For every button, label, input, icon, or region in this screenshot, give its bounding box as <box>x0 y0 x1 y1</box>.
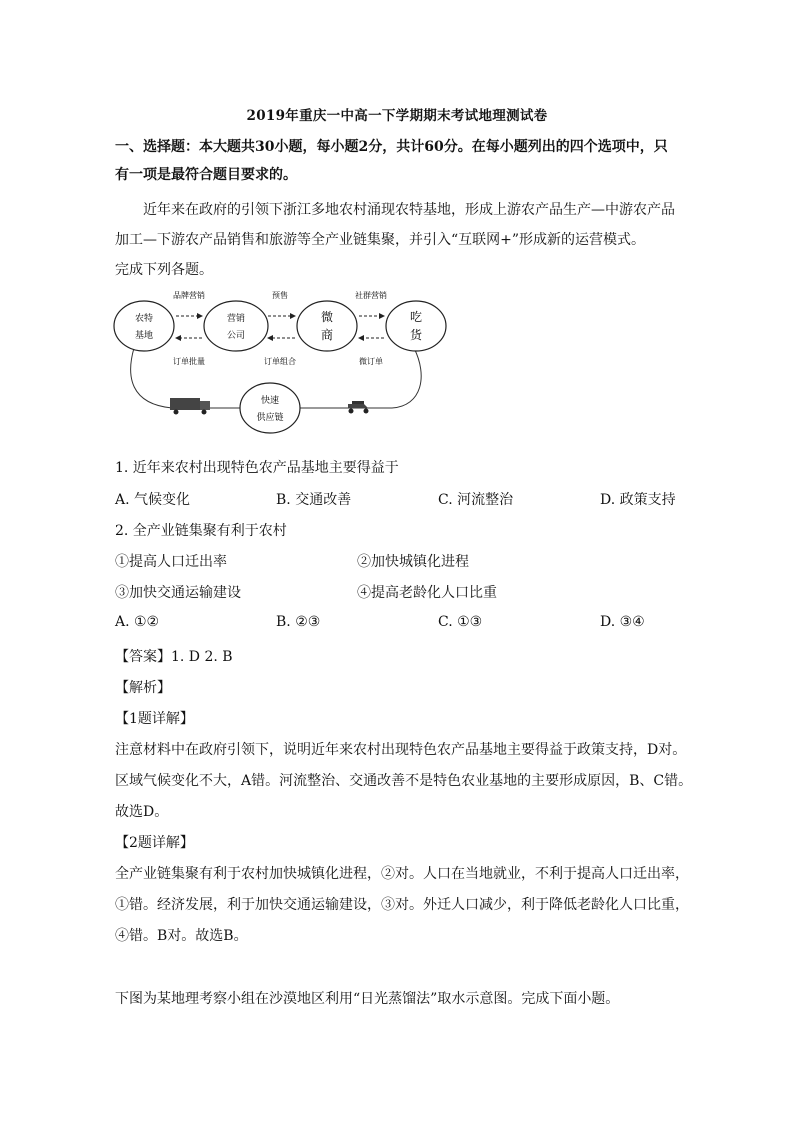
label-micro-order: 微订单 <box>359 357 383 366</box>
q1-option-c: C. 河流整治 <box>438 492 514 508</box>
intro-paragraph-line-2: 加工—下游农产品销售和旅游等全产业链集聚，并引入“互联网+”形成新的运营模式。 <box>115 232 646 248</box>
node-foodie-text-1: 吃 <box>409 310 423 324</box>
q1-option-b: B. 交通改善 <box>276 492 352 508</box>
question-1-stem: 1. 近年来农村出现特色农产品基地主要得益于 <box>115 460 399 476</box>
node-marketing-text-1: 营销 <box>226 314 246 324</box>
q2-detail-line-3: ④错。B对。故选B。 <box>115 928 248 944</box>
analysis-heading: 【解析】 <box>115 680 171 696</box>
node-express-supply-chain <box>240 383 300 433</box>
label-brand-marketing: 品牌营销 <box>173 291 205 300</box>
truck-icon <box>170 398 210 415</box>
q2-statement-2: ②加快城镇化进程 <box>357 554 469 570</box>
q1-option-a: A. 气候变化 <box>115 492 191 508</box>
question-2-stem: 2. 全产业链集聚有利于农村 <box>115 523 287 539</box>
q1-option-d: D. 政策支持 <box>600 492 676 508</box>
intro-paragraph-line-1: 近年来在政府的引领下浙江多地农村涌现农特基地，形成上游农产品生产—中游农产品 <box>143 202 675 218</box>
industry-chain-diagram <box>112 286 452 434</box>
label-social-marketing: 社群营销 <box>355 291 387 300</box>
node-farm-base <box>114 301 174 351</box>
section-instruction-line-1: 一、选择题：本大题共30小题，每小题2分，共计60分。在每小题列出的四个选项中，只 <box>115 139 668 155</box>
node-marketing-text-2: 公司 <box>226 331 246 341</box>
label-order-combine: 订单组合 <box>264 357 296 366</box>
page-title: 2019年重庆一中高一下学期期末考试地理测试卷 <box>246 108 548 124</box>
q2-statement-3: ③加快交通运输建设 <box>115 585 241 601</box>
q2-detail-line-2: ①错。经济发展，利于加快交通运输建设，③对。外迁人口减少，利于降低老龄化人口比重， <box>115 897 689 913</box>
q2-option-a: A. ①② <box>115 614 160 630</box>
q1-detail-line-3: 故选D。 <box>115 804 169 820</box>
node-express-text-1: 快速 <box>260 396 280 406</box>
q2-detail-heading: 【2题详解】 <box>115 835 194 851</box>
section-instruction-line-2: 有一项是最符合题目要求的。 <box>115 167 297 183</box>
q2-option-b: B. ②③ <box>276 614 321 630</box>
node-marketing-company <box>204 301 268 351</box>
node-farm-text-1: 农特 <box>134 314 154 324</box>
q1-detail-heading: 【1题详解】 <box>115 711 194 727</box>
q2-statement-1: ①提高人口迁出率 <box>115 554 227 570</box>
answer-line: 【答案】1. D 2. B <box>115 649 233 665</box>
node-wechat-text-1: 微 <box>320 310 334 324</box>
label-order-batch: 订单批量 <box>173 357 205 366</box>
q2-detail-line-1: 全产业链集聚有利于农村加快城镇化进程，②对。人口在当地就业，不利于提高人口迁出率， <box>115 866 689 882</box>
node-wechat-business <box>297 301 357 351</box>
label-presale: 预售 <box>272 291 288 300</box>
q1-detail-line-1: 注意材料中在政府引领下，说明近年来农村出现特色农产品基地主要得益于政策支持，D对。 <box>115 742 687 758</box>
node-express-text-2: 供应链 <box>256 413 284 423</box>
scooter-icon <box>348 401 369 414</box>
node-farm-text-2: 基地 <box>134 331 154 341</box>
node-wechat-text-2: 商 <box>320 328 334 342</box>
q2-option-c: C. ①③ <box>438 614 483 630</box>
intro-paragraph-line-3: 完成下列各题。 <box>115 262 213 278</box>
node-foodie-text-2: 货 <box>409 328 423 342</box>
q2-option-d: D. ③④ <box>600 614 645 630</box>
node-foodie <box>386 301 446 351</box>
q1-detail-line-2: 区域气候变化不大，A错。河流整治、交通改善不是特色农业基地的主要形成原因，B、C错。 <box>115 773 693 789</box>
q2-statement-4: ④提高老龄化人口比重 <box>357 585 497 601</box>
next-question-intro: 下图为某地理考察小组在沙漠地区利用“日光蒸馏法”取水示意图。完成下面小题。 <box>115 991 620 1007</box>
